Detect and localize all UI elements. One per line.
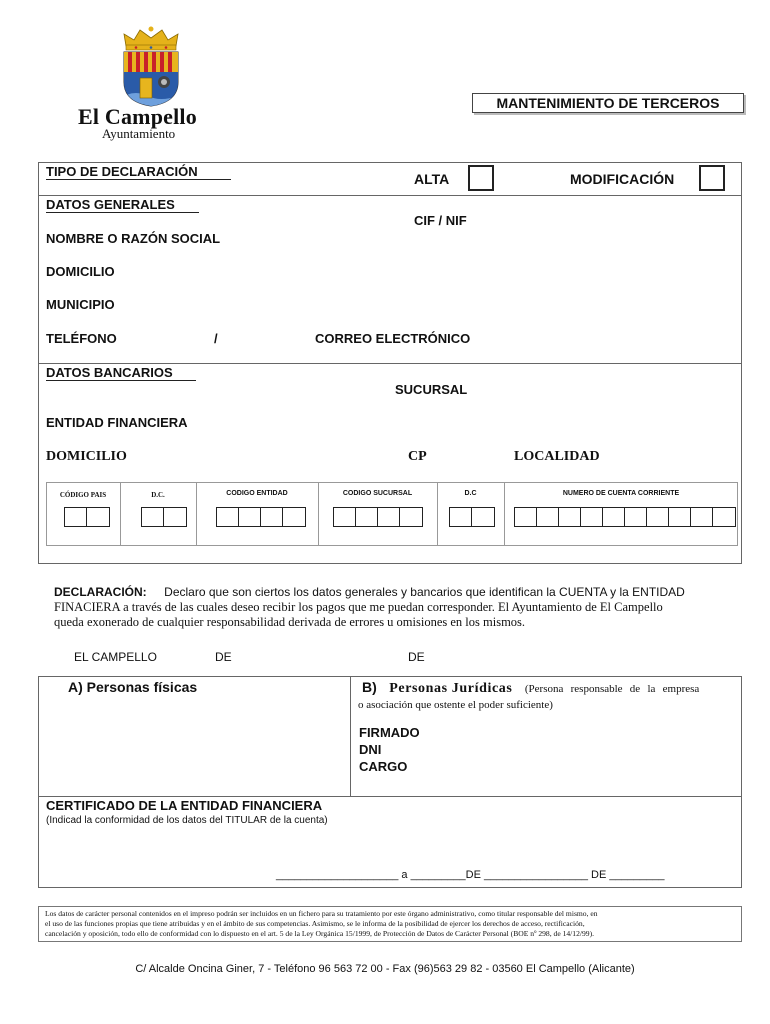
email-label: CORREO ELECTRÓNICO <box>315 331 471 346</box>
address-label: DOMICILIO <box>46 264 115 279</box>
dc2-header: D.C <box>464 490 477 497</box>
certificate-heading: CERTIFICADO DE LA ENTIDAD FINANCIERA <box>46 798 323 813</box>
country-code-header: CÓDIGO PAIS <box>59 491 107 499</box>
country-code-cells[interactable] <box>64 507 110 527</box>
legal-entities-note-1: (Persona responsable de la empresa <box>524 683 700 695</box>
branch-code-cells[interactable] <box>333 507 423 527</box>
entity-code-header: CODIGO ENTIDAD <box>226 490 288 497</box>
privacy-line-3: cancelación y oposición, todo ello de conformidad con lo dispuesto en el art. 5 de la Ley Orgánica 15/1999, de Protección de Datos de Carácter Personal (BOE nº 298, de 14/12/99). <box>45 929 595 938</box>
coat-of-arms-icon <box>120 26 182 108</box>
declaration-line-3: queda exonerado de cualquier responsabilidad derivada de errores u omisiones en los mismos. <box>54 615 526 629</box>
declaration-text <box>54 585 744 630</box>
name-label: NOMBRE O RAZÓN SOCIAL <box>46 231 221 246</box>
declaration-type-heading: TIPO DE DECLARACIÓN <box>46 164 231 180</box>
dc2-cells[interactable] <box>449 507 495 527</box>
modificacion-label: MODIFICACIÓN <box>570 171 675 187</box>
phone-slash: / <box>214 331 218 346</box>
declaration-line-2: FINACIERA a través de las cuales deseo recibir los pagos que me puedan corresponder. El Ayuntamiento de El Campello <box>54 600 663 614</box>
bank-entity-label: ENTIDAD FINANCIERA <box>46 415 188 430</box>
declaration-label: DECLARACIÓN: <box>54 585 147 599</box>
logo <box>78 26 228 144</box>
legal-entities-note-2: o asociación que ostente el poder suficiente) <box>358 699 553 711</box>
dni-label: DNI <box>359 742 382 757</box>
bank-address-label: DOMICILIO <box>46 449 127 464</box>
position-label: CARGO <box>359 759 408 774</box>
dc1-header: D.C. <box>151 491 165 499</box>
declaration-line-1: Declaro que son ciertos los datos generales y bancarios que identifican la CUENTA y la ENTIDAD <box>164 585 685 599</box>
individuals-label: A) Personas físicas <box>68 679 198 695</box>
entity-code-cells[interactable] <box>216 507 306 527</box>
dc1-cells[interactable] <box>141 507 187 527</box>
date-de-1: DE <box>215 650 232 664</box>
form-title: MANTENIMIENTO DE TERCEROS <box>472 93 744 113</box>
signed-label: FIRMADO <box>359 725 420 740</box>
branch-code-header: CODIGO SUCURSAL <box>342 490 413 497</box>
legal-entities-label: Personas Jurídicas <box>389 681 513 696</box>
logo-subtitle: Ayuntamiento <box>102 126 176 141</box>
general-data-heading: DATOS GENERALES <box>46 197 199 213</box>
footer-address: C/ Alcalde Oncina Giner, 7 - Teléfono 96 563 72 00 - Fax (96)563 29 82 - 03560 El Campello (Alicante) <box>135 963 635 975</box>
privacy-line-2: el uso de las funciones propias que tiene atribuidas y en el ámbito de sus competencias. Asimismo, se le informa de la posibilidad de ejercer los derechos de acceso, rectificación, <box>45 919 585 928</box>
legal-entities-line <box>362 679 724 697</box>
legal-entities-letter: B) <box>362 679 377 695</box>
alta-checkbox[interactable] <box>468 165 494 191</box>
phone-label: TELÉFONO <box>46 331 117 346</box>
logo-name: El Campello <box>78 104 197 129</box>
postal-code-label: CP <box>408 449 427 464</box>
modificacion-checkbox[interactable] <box>699 165 725 191</box>
account-number-cells[interactable] <box>514 507 736 527</box>
place-label: EL CAMPELLO <box>74 650 157 664</box>
municipality-label: MUNICIPIO <box>46 297 115 312</box>
account-number-header: NUMERO DE CUENTA CORRIENTE <box>562 490 680 497</box>
bank-data-heading: DATOS BANCARIOS <box>46 365 196 381</box>
alta-label: ALTA <box>414 171 450 187</box>
branch-label: SUCURSAL <box>395 382 468 397</box>
locality-label: LOCALIDAD <box>514 449 600 464</box>
certificate-subtitle: (Indicad la conformidad de los datos del TITULAR de la cuenta) <box>46 815 328 826</box>
date-de-2: DE <box>408 650 425 664</box>
certificate-date-line: ____________________ a _________DE _________________ DE _________ <box>276 869 665 881</box>
cif-label: CIF / NIF <box>414 213 467 228</box>
privacy-line-1: Los datos de carácter personal contenidos en el impreso podrán ser incluidos en un fichero para su tratamiento por este órgano administrativo, como titular responsable del mismo, en <box>45 909 598 918</box>
privacy-notice <box>38 906 742 942</box>
